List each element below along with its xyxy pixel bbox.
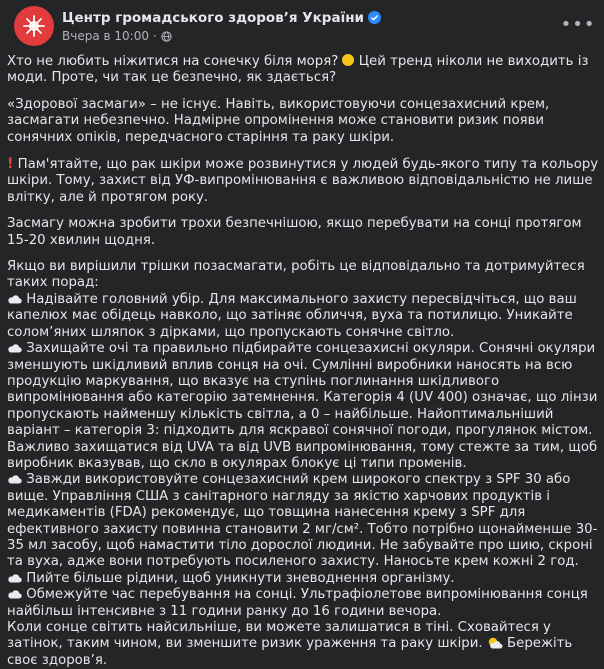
intro-text: Хто не любить ніжитися на сонечку біля моря? [7, 54, 343, 69]
tip-hat-text: Надівайте головний убір. Для максимального захисту пересвідчіться, що ваш капелюх має обідець навколо, що затіняє обличчя, вуха та потилицю. Уникайте солом’яних шляпок з дірками, що пропускають сонячне світло. [7, 291, 577, 340]
cloud-icon [7, 343, 22, 353]
paragraph-safe-tan: Засмагу можна зробити трохи безпечнішою, якщо перебувати на сонці протягом 15-20 хвилин щодня. [7, 216, 582, 248]
tips-block [7, 259, 601, 669]
tip-limit-time-text: Обмежуйте час перебування на сонці. Ультрафіолетове випромінювання сонця найбільш інтенсивне з 11 години ранку до 16 години вечора. [7, 587, 588, 619]
more-options-button[interactable] [560, 10, 596, 38]
page-logo-icon [21, 13, 47, 39]
paragraph-intro [7, 54, 601, 87]
sub-row [62, 28, 381, 45]
tips-intro: Якщо ви вирішили трішки позасмагати, робіть це відповідально та дотримуйтеся таких порад: [7, 259, 585, 291]
post-meta [62, 8, 381, 45]
sun-behind-cloud-icon [487, 637, 503, 649]
name-row [62, 8, 381, 28]
post-header [14, 0, 381, 52]
exclamation-icon: ! [7, 156, 14, 173]
separator-dot: · [152, 29, 157, 43]
tip-water [7, 571, 601, 587]
more-horizontal-icon: ••• [560, 13, 596, 35]
cloud-icon [7, 573, 22, 583]
tip-water-text: Пийте більше рідини, щоб уникнути зневоднення організму. [22, 570, 455, 586]
tip-hat [7, 292, 601, 341]
paragraph-reminder [7, 156, 601, 206]
tip-sunscreen [7, 472, 601, 570]
post-timestamp[interactable]: Вчера в 10:00 [62, 29, 149, 43]
intro-text-cont: Цей тренд ніколи не виходить із моди. Проте, чи так це безпечно, як здається? [7, 54, 589, 86]
cloud-icon [7, 474, 22, 484]
globe-icon [161, 31, 172, 42]
post-body [7, 54, 601, 669]
page-name-link[interactable]: Центр громадського здоров’я України [62, 9, 364, 26]
sun-emoji-icon [342, 54, 354, 66]
verified-badge-icon [368, 11, 381, 24]
tip-glasses-text: Захищайте очі та правильно підбирайте сонцезахисні окуляри. Сонячні окуляри зменшують шкідливий вплив сонця на очі. Сумлінні виробники наносять на всю продукцію маркування, що вказує на ступінь поглинання шкідливого випромінювання або категорію затемнення. Категорія 4 (UV 400) означає, що лінзи пропускають найменшу кількість світла, а 0 – найбільше. Найоптимальніший варіант – категорія 3: підходить для яскравої сонячної погоди, прогулянок містом. Важливо захищатися від UVA та від UVB випромінювання, тому стежте за тим, щоб виробник вказував, що скло в окулярах блокує ці типи променів. [7, 341, 598, 471]
closing-text: Бережіть своє здоров’я. [7, 636, 573, 668]
avatar[interactable] [14, 6, 54, 46]
tip-shade-text: Коли сонце світить найсильніше, ви можете залишатися в тіні. Сховайтеся у затінок, таким чином, ви зменшите ризик ураження та раку шкіри. [7, 620, 551, 652]
cloud-icon [7, 589, 22, 599]
tip-glasses [7, 341, 601, 472]
tip-limit-time [7, 587, 601, 620]
tip-sunscreen-text: Завжди використовуйте сонцезахисний крем широкого спектру з SPF 30 або вище. Управління США з санітарного нагляду за якістю харчових продуктів і медикаментів (FDA) рекомендує, що товщина нанесення крему з SPF для ефективного захисту повинна становити 2 мг/см². Тобто потрібно щонайменше 30-35 мл засобу, щоб намастити тіло дорослої людини. Не забувайте про шию, скроні та вуха, адже вони потребують посиленого захисту. Наносьте крем кожні 2 год. [7, 472, 598, 570]
paragraph-no-healthy-tan: «Здорової засмаги» – не існує. Навіть, використовуючи сонцезахисний крем, засмагати небезпечно. Надмірне опромінення може становити ризик появи сонячних опіків, передчасного старіння та раку шкіри. [7, 96, 550, 145]
tip-shade [7, 620, 601, 669]
reminder-text: Пам'ятайте, що рак шкіри може розвинутися у людей будь-якого типу та кольору шкіри. Тому, захист від УФ-випромінювання є важливою відповідальністю не лише влітку, але й протягом року. [7, 157, 599, 205]
cloud-icon [7, 294, 22, 304]
